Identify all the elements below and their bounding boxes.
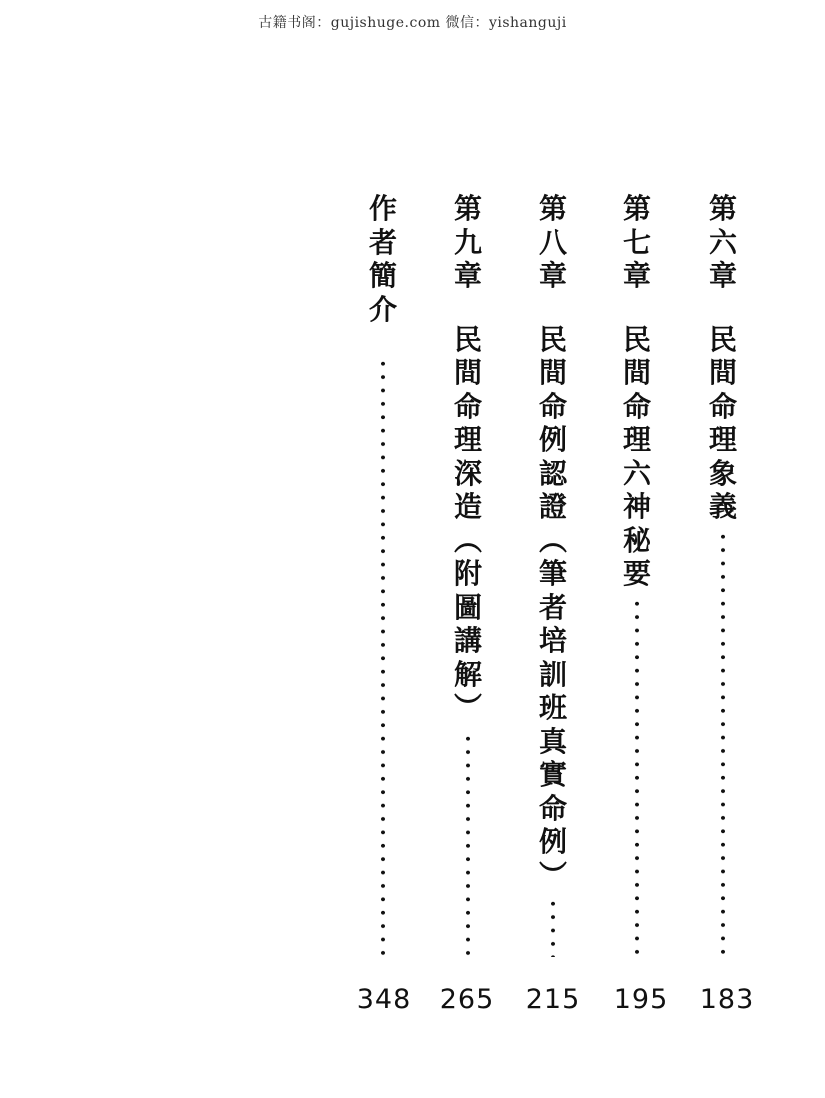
page-number: 265 [439,984,495,1015]
chapter-title: 民 間 命 例 認 證 ︵ 筆 者 培 訓 班 真 實 命 例 ︶ [538,322,567,892]
toc-entry-chapter-6 [700,192,746,524]
dot-leader [635,597,639,957]
chapter-title: 民 間 命 理 深 造 ︵ 附 圖 講 解 ︶ [453,322,482,724]
toc-entry-chapter-7 [614,192,660,591]
toc-entry-chapter-8 [530,192,576,892]
page-number: 195 [613,984,669,1015]
chapter-title: 作 者 簡 介 [368,192,397,326]
chapter-title: 民 間 命 理 象 義 [708,322,737,523]
chapter-label: 第 六 章 [708,192,737,292]
toc-entry-chapter-9 [445,192,491,725]
dot-leader [551,897,555,957]
chapter-label: 第 八 章 [538,192,567,292]
page-number: 348 [356,984,412,1015]
page-number: 183 [699,984,755,1015]
chapter-title: 民 間 命 理 六 神 秘 要 [622,322,651,590]
dot-leader [466,732,470,957]
chapter-label: 第 七 章 [622,192,651,292]
dot-leader [721,530,725,956]
dot-leader [381,357,385,957]
page-number: 215 [525,984,581,1015]
watermark-text: 古籍书阁：gujishuge.com 微信：yishanguji [258,15,567,31]
chapter-label: 第 九 章 [453,192,482,292]
toc-entry-author-bio [360,192,406,326]
